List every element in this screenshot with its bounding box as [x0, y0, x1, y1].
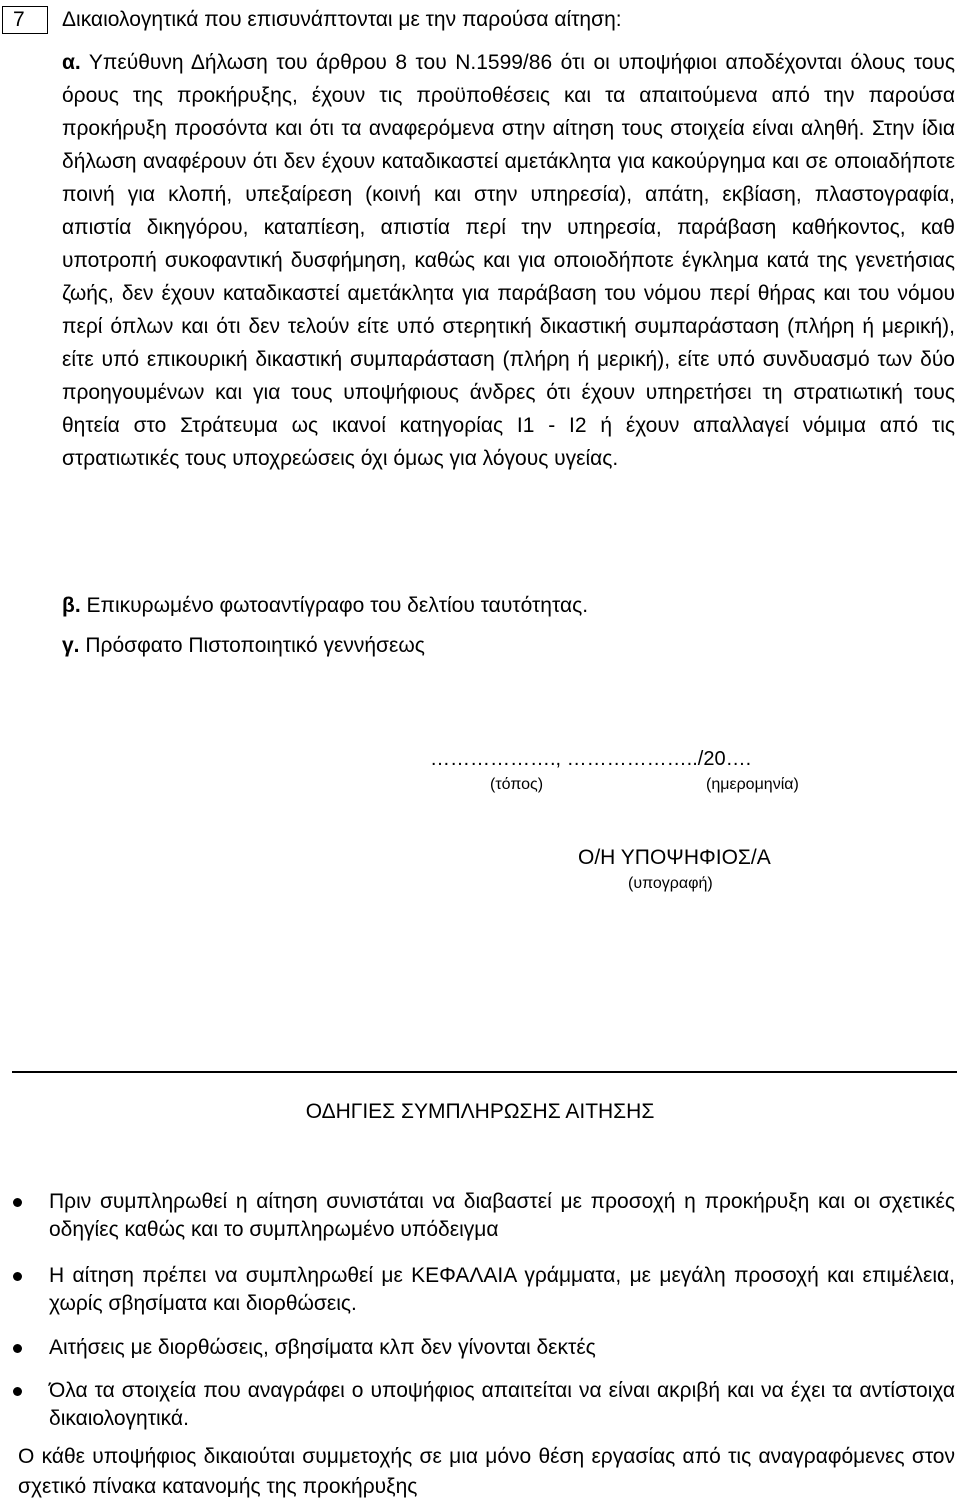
- instructions-title: ΟΔΗΓΙΕΣ ΣΥΜΠΛΗΡΩΣΗΣ ΑΙΤΗΣΗΣ: [305, 1100, 655, 1123]
- item-c-text: Πρόσφατο Πιστοποιητικό γεννήσεως: [85, 634, 425, 657]
- list-item-text: Πριν συμπληρωθεί η αίτηση συνιστάται να διαβαστεί με προσοχή η προκήρυξη και οι σχετικές οδηγίες καθώς και το συμπληρωμένο υπόδειγμα: [49, 1190, 955, 1241]
- closing-paragraph: Ο κάθε υποψήφιος δικαιούται συμμετοχής σε μια μόνο θέση εργασίας από τις αναγραφόμενες στον σχετικό πίνακα κατανομής της προκήρυξης: [18, 1445, 955, 1498]
- signature-label: (υπογραφή): [628, 875, 713, 892]
- list-item-text: Αιτήσεις με διορθώσεις, σβησίματα κλπ δεν γίνονται δεκτές: [49, 1336, 596, 1359]
- item-c-marker: γ.: [62, 634, 80, 657]
- place-date-dots: ………………., ………………../20….: [430, 748, 752, 770]
- bullet-icon: [13, 1387, 22, 1396]
- candidate-title: Ο/Η ΥΠΟΨΗΦΙΟΣ/Α: [578, 846, 771, 869]
- document-item-c: [62, 629, 955, 662]
- item-a-text: Υπεύθυνη Δήλωση του άρθρου 8 του Ν.1599/86 ότι οι υποψήφιοι αποδέχονται όλους τους όρους της προκήρυξης, έχουν τις προϋποθέσεις και τα απαιτούμενα από την παρούσα προκήρυξη προσόντα και ότι τα αναφερόμενα στην αίτηση τους στοιχεία είναι αληθή. Στην ίδια δήλωση αναφέρουν ότι δεν έχουν καταδικαστεί αμετάκλητα για κακούργημα και σε οποιαδήποτε ποινή για κλοπή, υπεξαίρεση (κοινή και στην υπηρεσία), απάτη, εκβίαση, πλαστογραφία, απιστία δικηγόρου, καταπίεση, απιστία περί την υπηρεσία, παράβαση καθήκοντος, καθ υποτροπή συκοφαντική δυσφήμηση, καθώς και για οποιοδήποτε έγκλημα κατά της γενετήσιας ζωής, δεν έχουν καταδικαστεί αμετάκλητα για παράβαση του νόμου περί θήρας και του νόμου περί όπλων και ότι δεν τελούν είτε υπό στερητική δικαστική συμπαράσταση (πλήρη ή μερική), είτε υπό επικουρική δικαστική συμπαράσταση (πλήρη ή μερική), είτε υπό συνδυασμό των δύο προηγουμένων και για τους υποψήφιους άνδρες ότι έχουν υπηρετήσει τη στρατιωτική τους θητεία στο Στράτευμα ως ικανοί κατηγορίας Ι1 - Ι2 ή έχουν απαλλαγεί νόμιμα από τις στρατιωτικές τους υποχρεώσεις όχι όμως για λόγους υγείας.: [62, 51, 955, 470]
- bullet-icon: [13, 1198, 22, 1207]
- document-item-b: [62, 589, 955, 622]
- section-heading: Δικαιολογητικά που επισυνάπτονται με την παρούσα αίτηση:: [62, 8, 622, 31]
- item-b-text: Επικυρωμένο φωτοαντίγραφο του δελτίου ταυτότητας.: [86, 594, 589, 617]
- section-number: 7: [13, 8, 25, 31]
- section-number-box: [2, 6, 48, 34]
- list-item-text: Η αίτηση πρέπει να συμπληρωθεί με ΚΕΦΑΛΑΙΑ γράμματα, με μεγάλη προσοχή και επιμέλεια, χωρίς σβησίματα και διορθώσεις.: [49, 1264, 955, 1315]
- document-item-a: [62, 46, 955, 475]
- bullet-icon: [13, 1272, 22, 1281]
- bullet-icon: [13, 1344, 22, 1353]
- section-divider: [12, 1071, 957, 1073]
- place-label: (τόπος): [490, 776, 544, 793]
- item-b-marker: β.: [62, 594, 81, 617]
- item-a-marker: α.: [62, 51, 81, 74]
- list-item-text: Όλα τα στοιχεία που αναγράφει ο υποψήφιος απαιτείται να είναι ακριβή και να έχει τα αντίστοιχα δικαιολογητικά.: [49, 1379, 955, 1430]
- date-label: (ημερομηνία): [706, 776, 799, 793]
